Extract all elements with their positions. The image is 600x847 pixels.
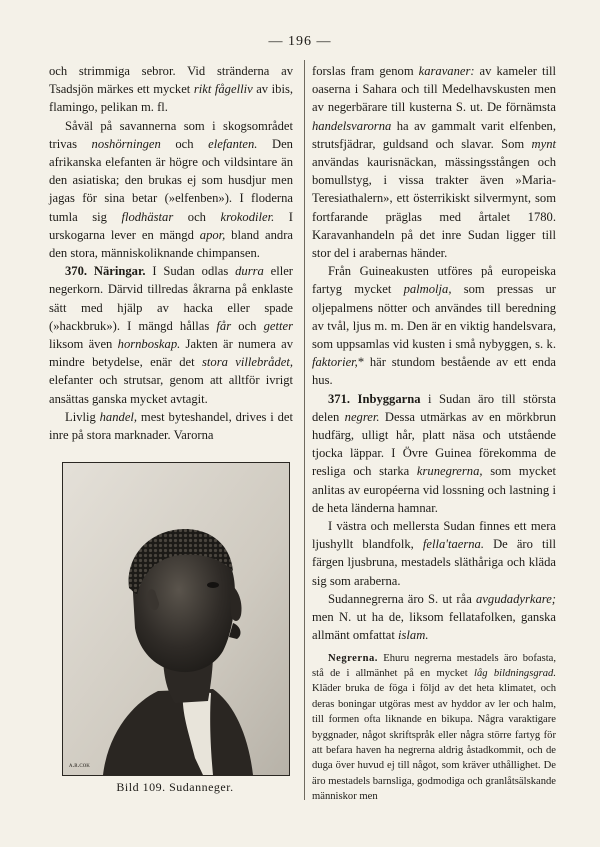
page-number: — 196 — (268, 34, 332, 49)
section-371: 371. Inbyggarna i Sudan äro till största delen negrer. Dessa utmärkas av en mörkbrun hudfärg, ulligt hår, platt näsa och utstående tjocka läppar. I Övre Guinea förekomma de resliga och starka krunegrerna, som mycket anlitas av européerna vid lossning och lastning i de heta länderna hamnar. (312, 391, 556, 515)
column-divider (304, 60, 305, 800)
paragraph-guinea: Från Guineakusten utföres på europeiska fartyg mycket palmolja, som pressas ur oljepalmens nötter och användes till beredning av tvål, ljus m. m. Den är en viktig handelsvara, som uppsamlas vid kusten i små nybyggen, s. k. faktorier,* här stundom bestående av ett enda hus. (312, 264, 556, 388)
paragraph-animals: Såväl på savannerna som i skogsområdet trivas noshörningen och elefanten. Den afrikanska elefanten är högre och vildsintare än den asiatiska; den brukas ej som husdjur men jagas för sina betar (»elfenben»). I floderna tumla sig flodhästar och krokodiler. I urskogarna lever en mängd apor, bland andra den stora, människoliknande chimpansen. (49, 118, 293, 261)
photo-signature: ᴀ.ʀ.ᴄᴏᴋ (69, 761, 91, 769)
paragraph-trade: Livlig handel, mest byteshandel, drives i det inre på stora marknader. Varorna (49, 409, 293, 443)
portrait-photograph (62, 462, 290, 776)
section-370: 370. Näringar. I Sudan odlas durra eller negerkorn. Därvid tillredas åkrarna på enklaste sätt med hjälp av hacka eller spade (»hackbruk»). I mängd hållas får och getter liksom även hornboskap. Jakten är numera av mindre betydelse, enär det stora villebrådet, elefanter och strutsar, genom att alltför ivrigt ansättas ganska mycket avtagit. (49, 264, 294, 406)
figure-caption: Bild 109. Sudanneger. (116, 780, 234, 794)
right-column (312, 62, 556, 805)
note-negrerna: Negrerna. Ehuru negrerna mestadels äro bofasta, stå de i allmänhet på en mycket låg bildningsgrad. Kläder bruka de föga i följd av det heta klimatet, och deras boningar utgöras mest av hyddor av ler och halm, till formen ofta liknande en bikupa. Några varaktigare byggnader, något skriftspråk eller några större fartyg för att befara haven ha negrerna aldrig åstadkommit, och de duga över huvud ej till något, som kräver uthållighet. De äro mestadels barnsliga, godmodiga och granlåtsälskande människor men (312, 652, 556, 803)
paragraph-fellata: I västra och mellersta Sudan finnes ett mera ljushyllt blandfolk, fella'taerna. De äro till färgen ljusbruna, mestadels släthåriga och kläda sig som araberna. (312, 519, 556, 588)
paragraph-birds: och strimmiga sebror. Vid stränderna av Tsadsjön märkes ett mycket rikt fågelliv av ibis, flamingo, pelikan m. fl. (49, 64, 293, 115)
paragraph-caravans: forslas fram genom karavaner: av kameler till oaserna i Sahara och till Medelhavskusten men av negerbärare till kusterna S. ut. De förnämsta handelsvarorna ha av gammalt varit elfenben, strutsfjädrar, guldsand och slavar. Som mynt användas kaurisnäckan, mässingsstången och bomullstyg, i vissa trakter även »Maria-Teresiathalern», ett österrikiskt silvermynt, som fortfarande präglas med årtalet 1780. Karavanhandeln på det inre Sudan ligger till stor del i arabernas händer. (312, 64, 556, 261)
portrait-image (63, 463, 289, 775)
paragraph-religion: Sudannegrerna äro S. ut råa avgudadyrkare; men N. ut ha de, liksom fellatafolken, ganska allmänt omfattat islam. (312, 591, 556, 643)
left-column (49, 62, 293, 444)
section-heading-371: 371. Inbyggarna (328, 391, 421, 406)
section-heading-370: 370. Näringar. (65, 264, 146, 279)
